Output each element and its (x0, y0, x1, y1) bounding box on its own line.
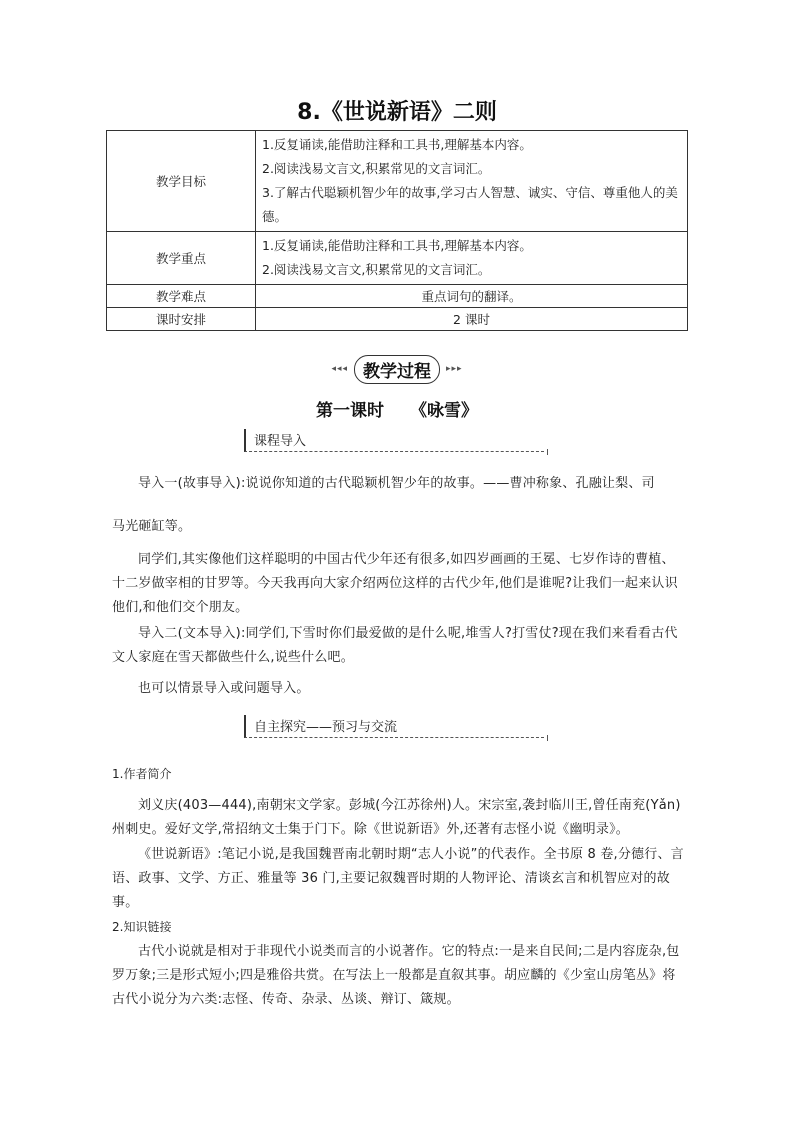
table-row (107, 131, 688, 232)
subheading-knowledge: 2.知识链接 (112, 920, 172, 934)
process-header (0, 355, 794, 383)
focus-item: 2.阅读浅易文言文,积累常见的文言词汇。 (262, 262, 491, 277)
paragraph: 也可以情景导入或问题导入。 (138, 681, 310, 696)
section-heading-intro (244, 429, 544, 452)
goal-label: 教学目标 (107, 131, 256, 232)
focus-item: 1.反复诵读,能借助注释和工具书,理解基本内容。 (262, 238, 532, 253)
table-row (107, 232, 688, 285)
right-arrows-icon: ▸▸▸ (446, 364, 463, 374)
difficulty-value: 重点词句的翻译。 (256, 285, 688, 308)
left-arrows-icon: ◂◂◂ (331, 364, 348, 374)
section-heading-label: 自主探究——预习与交流 (254, 720, 398, 735)
schedule-label: 课时安排 (107, 308, 256, 331)
paragraph: 导入二(文本导入):同学们,下雪时你们最爱做的是什么呢,堆雪人?打雪仗?现在我们来看看古代文人家庭在雪天都做些什么,说些什么吧。 (112, 626, 678, 665)
paragraph: 刘义庆(403—444),南朝宋文学家。彭城(今江苏徐州)人。宋宗室,袭封临川王,曾任南兖(Yǎn)州刺史。爱好文学,常招纳文士集于门下。除《世说新语》外,还著有志怪小说《幽明录》。 (112, 798, 681, 837)
page-title: 8.《世说新语》二则 (297, 100, 497, 125)
focus-label: 教学重点 (107, 232, 256, 285)
heading-tick (541, 449, 548, 455)
section-heading-label: 课程导入 (254, 434, 307, 449)
paragraph: 《世说新语》:笔记小说,是我国魏晋南北朝时期“志人小说”的代表作。全书原 8 卷,分德行、言语、政事、文学、方正、雅量等 36 门,主要记叙魏晋时期的人物评论、清谈玄言和机智应对的故事。 (112, 847, 684, 910)
lesson-plan-table (106, 130, 688, 331)
paragraph: 导入一(故事导入):说说你知道的古代聪颖机智少年的故事。——曹冲称象、孔融让梨、司 (138, 476, 655, 491)
goal-content (256, 131, 688, 232)
paragraph: 同学们,其实像他们这样聪明的中国古代少年还有很多,如四岁画画的王冕、七岁作诗的曹植、十二岁做宰相的甘罗等。今天我再向大家介绍两位这样的古代少年,他们是谁呢?让我们一起来认识他们,和他们交个朋友。 (112, 552, 678, 615)
table-row (107, 308, 688, 331)
process-title: 教学过程 (354, 355, 440, 384)
paragraph: 古代小说就是相对于非现代小说类而言的小说著作。它的特点:一是来自民间;二是内容庞杂,包罗万象;三是形式短小;四是雅俗共赏。在写法上一般都是直叙其事。胡应麟的《少室山房笔丛》将古代小说分为六类:志怪、传奇、杂录、丛谈、辩订、箴规。 (112, 944, 680, 1007)
table-row (107, 285, 688, 308)
lesson-title: 第一课时 《咏雪》 (316, 401, 478, 421)
goal-item: 1.反复诵读,能借助注释和工具书,理解基本内容。 (262, 137, 532, 152)
section-heading-explore (244, 715, 544, 738)
goal-item: 3.了解古代聪颖机智少年的故事,学习古人智慧、诚实、守信、尊重他人的美德。 (262, 185, 678, 224)
difficulty-label: 教学难点 (107, 285, 256, 308)
schedule-value: 2 课时 (256, 308, 688, 331)
subheading-author: 1.作者简介 (112, 767, 172, 781)
goal-item: 2.阅读浅易文言文,积累常见的文言词汇。 (262, 161, 491, 176)
focus-content (256, 232, 688, 285)
paragraph: 马光砸缸等。 (112, 519, 192, 534)
heading-tick (541, 735, 548, 741)
